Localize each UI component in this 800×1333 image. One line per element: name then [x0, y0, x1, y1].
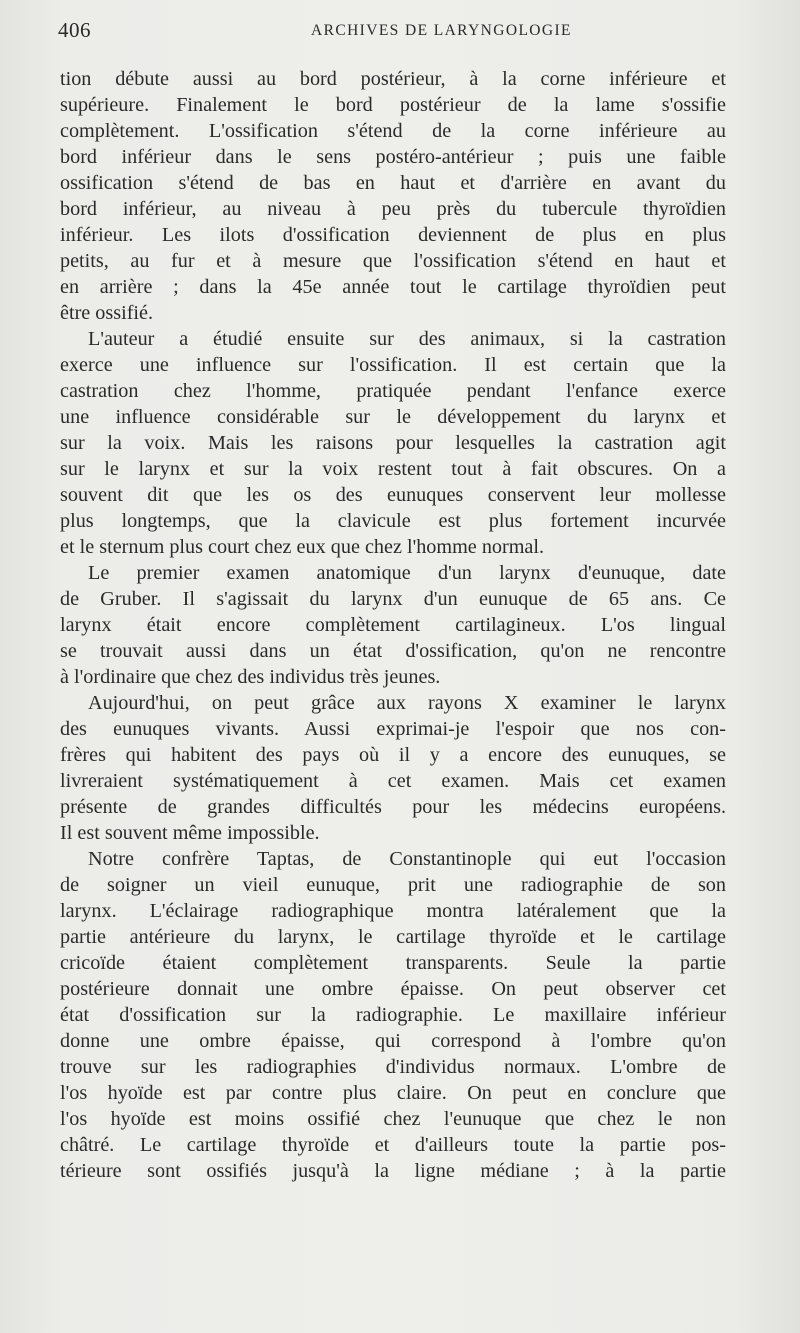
text-line: petits, au fur et à mesure que l'ossification s'étend en haut et — [60, 250, 726, 272]
text-line: Le premier examen anatomique d'un larynx d'eunuque, date — [88, 562, 726, 584]
text-line: cricoïde étaient complètement transparents. Seule la partie — [60, 952, 726, 974]
text-line: inférieur. Les ilots d'ossification deviennent de plus en plus — [60, 224, 726, 246]
text-line: complètement. L'ossification s'étend de la corne inférieure au — [60, 120, 726, 142]
text-line: exerce une influence sur l'ossification. Il est certain que la — [60, 354, 726, 376]
text-line: châtré. Le cartilage thyroïde et d'ailleurs toute la partie pos- — [60, 1134, 726, 1156]
text-line: Aujourd'hui, on peut grâce aux rayons X examiner le larynx — [88, 692, 726, 714]
text-line: ossification s'étend de bas en haut et d'arrière en avant du — [60, 172, 726, 194]
text-line: livreraient systématiquement à cet examen. Mais cet examen — [60, 770, 726, 792]
text-line: de soigner un vieil eunuque, prit une radiographie de son — [60, 874, 726, 896]
text-line: bord inférieur, au niveau à peu près du tubercule thyroïdien — [60, 198, 726, 220]
text-line: donne une ombre épaisse, qui correspond à l'ombre qu'on — [60, 1030, 726, 1052]
text-line: se trouvait aussi dans un état d'ossification, qu'on ne rencontre — [60, 640, 726, 662]
text-line: et le sternum plus court chez eux que chez l'homme normal. — [60, 536, 545, 558]
text-line: frères qui habitent des pays où il y a encore des eunuques, se — [60, 744, 726, 766]
text-line: partie antérieure du larynx, le cartilage thyroïde et le cartilage — [60, 926, 726, 948]
text-line: de Gruber. Il s'agissait du larynx d'un eunuque de 65 ans. Ce — [60, 588, 726, 610]
running-head: ARCHIVES DE LARYNGOLOGIE — [311, 22, 572, 39]
text-line: l'os hyoïde est moins ossifié chez l'eunuque que chez le non — [60, 1108, 726, 1130]
text-line: l'os hyoïde est par contre plus claire. On peut en conclure que — [60, 1082, 726, 1104]
text-line: Il est souvent même impossible. — [60, 822, 320, 844]
text-line: présente de grandes difficultés pour les médecins européens. — [60, 796, 726, 818]
text-line: tion débute aussi au bord postérieur, à la corne inférieure et — [60, 68, 726, 90]
text-line: térieure sont ossifiés jusqu'à la ligne médiane ; à la partie — [60, 1160, 726, 1182]
text-line: castration chez l'homme, pratiquée pendant l'enfance exerce — [60, 380, 726, 402]
text-line: plus longtemps, que la clavicule est plus fortement incurvée — [60, 510, 726, 532]
text-line: à l'ordinaire que chez des individus très jeunes. — [60, 666, 441, 688]
text-line: postérieure donnait une ombre épaisse. On peut observer cet — [60, 978, 726, 1000]
text-line: une influence considérable sur le développement du larynx et — [60, 406, 726, 428]
text-line: L'auteur a étudié ensuite sur des animaux, si la castration — [88, 328, 726, 350]
text-line: trouve sur les radiographies d'individus normaux. L'ombre de — [60, 1056, 726, 1078]
text-line: bord inférieur dans le sens postéro-antérieur ; puis une faible — [60, 146, 726, 168]
text-line: sur la voix. Mais les raisons pour lesquelles la castration agit — [60, 432, 726, 454]
text-line: souvent dit que les os des eunuques conservent leur mollesse — [60, 484, 726, 506]
text-line: supérieure. Finalement le bord postérieur de la lame s'ossifie — [60, 94, 726, 116]
text-line: Notre confrère Taptas, de Constantinople qui eut l'occasion — [88, 848, 726, 870]
text-line: état d'ossification sur la radiographie. Le maxillaire inférieur — [60, 1004, 726, 1026]
text-line: larynx était encore complètement cartilagineux. L'os lingual — [60, 614, 726, 636]
text-line: être ossifié. — [60, 302, 154, 324]
text-line: larynx. L'éclairage radiographique montra latéralement que la — [60, 900, 726, 922]
body-text — [60, 66, 726, 1184]
text-line: sur le larynx et sur la voix restent tout à fait obscures. On a — [60, 458, 726, 480]
text-line: en arrière ; dans la 45e année tout le cartilage thyroïdien peut — [60, 276, 726, 298]
text-line: des eunuques vivants. Aussi exprimai-je l'espoir que nos con- — [60, 718, 726, 740]
page-number: 406 — [58, 18, 91, 42]
page-header — [58, 18, 726, 46]
